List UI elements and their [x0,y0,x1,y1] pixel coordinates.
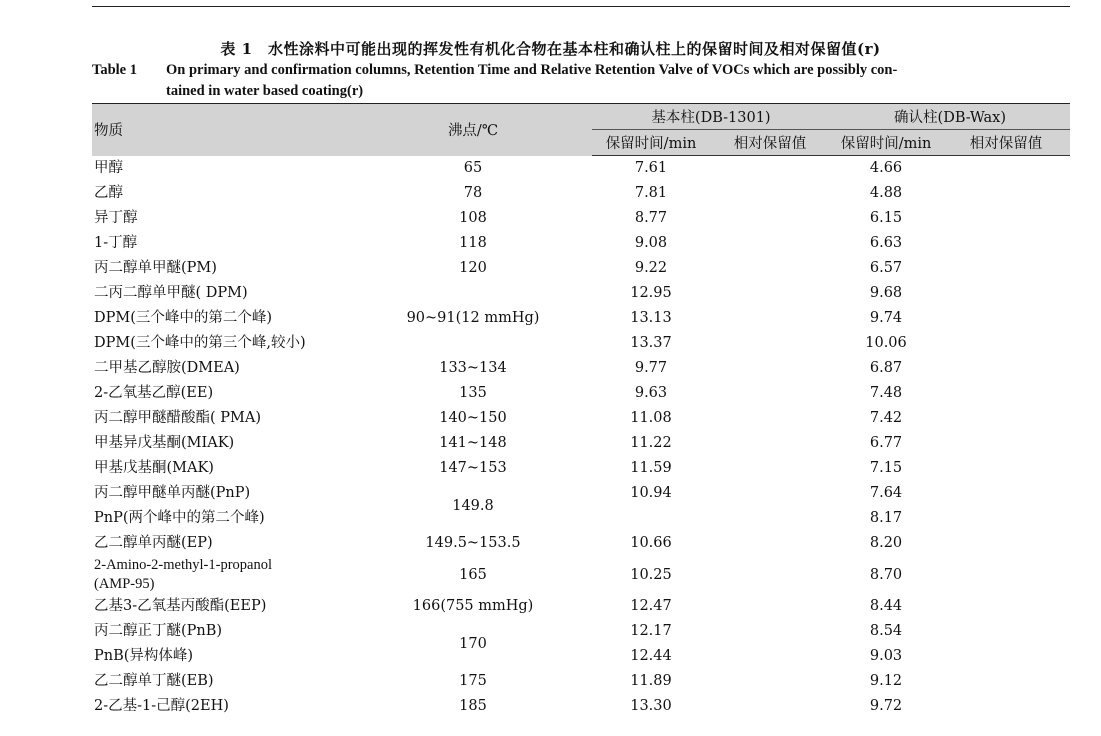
cell-rr-confirm [942,206,1070,231]
cell-rr-primary [710,356,830,381]
table-row [92,594,1070,619]
cell-rr-primary [710,644,830,669]
cell-rr-primary [710,481,830,506]
cell-rt-primary: 10.25 [630,566,672,583]
cell-rt-primary: 11.08 [630,410,672,426]
cell-substance: PnB(异构体峰) [94,648,194,664]
cell-substance: 二甲基乙醇胺(DMEA) [94,360,240,376]
cell-boiling-point: 90~91(12 mmHg) [406,310,540,326]
cell-boiling-point: 165 [459,566,487,583]
cell-rr-confirm [942,406,1070,431]
cell-rr-confirm [942,381,1070,406]
cell-rt-confirm: 6.15 [869,210,903,226]
table-row [92,619,1070,644]
cell-rr-primary [710,594,830,619]
cell-rt-confirm: 7.42 [869,410,903,426]
cell-substance: 乙醇 [94,185,123,201]
cell-boiling-point: 120 [459,260,487,276]
cell-rt-confirm: 6.57 [869,260,903,276]
substance-name-line-1: 2-Amino-2-methyl-1-propanol [94,557,272,573]
voc-table [92,103,1070,719]
cell-substance: 乙二醇单丁醚(EB) [94,673,214,689]
cell-boiling-point: 108 [459,210,487,226]
cell-boiling-point: 140~150 [439,410,507,426]
cell-substance: 丙二醇单甲醚(PM) [94,260,217,276]
cell-rr-primary [710,306,830,331]
cell-substance: 甲醇 [94,159,123,176]
cell-rt-confirm: 9.68 [869,285,903,301]
cell-rr-primary [710,406,830,431]
cell-rt-confirm: 4.88 [869,185,903,201]
table-row [92,694,1070,719]
table-row [92,256,1070,281]
cell-rr-primary [710,156,830,182]
table-row [92,456,1070,481]
cell-substance: PnP(两个峰中的第二个峰) [94,510,265,526]
cell-rr-primary [710,206,830,231]
caption-line-2: tained in water based coating(r) [166,83,364,99]
cell-rt-primary: 9.22 [634,260,668,276]
cell-rt-confirm: 8.17 [869,510,903,526]
cell-rt-primary: 13.30 [630,698,672,714]
cell-rr-primary [710,331,830,356]
table-row [92,406,1070,431]
cell-rr-confirm [942,281,1070,306]
cell-rr-confirm [942,481,1070,506]
cell-rr-confirm [942,156,1070,182]
cell-rt-confirm: 8.44 [869,598,903,614]
cell-rt-primary: 10.94 [630,485,672,501]
cell-rt-primary: 7.81 [634,185,668,201]
cell-rt-primary: 9.63 [634,385,668,401]
cell-rr-confirm [942,431,1070,456]
cell-boiling-point: 149.8 [452,497,494,514]
cell-substance: 甲基异戊基酮(MIAK) [94,435,235,451]
cell-rt-primary: 9.77 [634,360,668,376]
table-row [92,381,1070,406]
header-confirm-column: 确认柱(DB-Wax) [830,104,1070,130]
cell-rt-primary: 12.17 [630,623,672,639]
cell-rr-primary [710,431,830,456]
cell-rt-primary: 11.59 [630,460,672,476]
cell-rt-primary: 9.08 [634,235,668,251]
cell-rr-confirm [942,181,1070,206]
cell-rr-confirm [942,231,1070,256]
cell-rt-primary: 12.44 [630,648,672,664]
header-boiling-point: 沸点/℃ [354,104,592,156]
cell-rr-primary [710,531,830,556]
table-row [92,181,1070,206]
header-retention-time-1: 保留时间/min [592,130,710,156]
cell-boiling-point: 135 [459,385,487,401]
header-relative-value-2: 相对保留值 [942,130,1070,156]
cell-rr-primary [710,619,830,644]
cell-rt-primary: 12.47 [630,598,672,614]
cell-rt-confirm: 6.77 [869,435,903,451]
cell-rt-primary: 11.22 [630,435,672,451]
cell-rt-confirm: 7.64 [869,485,903,501]
cell-boiling-point [354,281,592,306]
cell-rt-primary: 12.95 [630,285,672,301]
table-row [92,431,1070,456]
cell-rr-confirm [942,306,1070,331]
cell-boiling-point: 185 [459,698,487,714]
cell-rt-confirm: 8.70 [869,566,903,583]
table-row [92,531,1070,556]
cell-boiling-point: 147~153 [439,460,507,476]
cell-rr-confirm [942,331,1070,356]
cell-rt-confirm: 6.63 [869,235,903,251]
cell-rr-confirm [942,594,1070,619]
table-row [92,331,1070,356]
cell-rt-confirm: 6.87 [869,360,903,376]
cell-boiling-point: 65 [463,159,483,176]
cell-rt-confirm: 7.15 [869,460,903,476]
header-substance: 物质 [92,104,354,156]
cell-boiling-point: 141~148 [439,435,507,451]
cell-substance: 1-丁醇 [94,235,138,251]
cell-substance: 2-乙氧基乙醇(EE) [94,385,214,401]
cell-boiling-point: 175 [459,673,487,689]
caption-line-1: On primary and confirmation columns, Retention Time and Relative Retention Valve of VOCs which are possibly con- [166,62,898,78]
cell-rr-confirm [942,619,1070,644]
cell-substance: DPM(三个峰中的第三个峰,较小) [94,335,306,351]
caption-english [92,60,1072,102]
cell-substance: 乙基3-乙氧基丙酸酯(EEP) [94,598,267,614]
cell-rr-confirm [942,556,1070,594]
cell-rt-confirm: 9.03 [869,648,903,664]
table-row [92,306,1070,331]
header-primary-column: 基本柱(DB-1301) [592,104,830,130]
cell-substance: 丙二醇甲醚醋酸酯( PMA) [94,410,261,426]
cell-rr-primary [710,506,830,531]
cell-rr-confirm [942,694,1070,719]
cell-rt-confirm: 10.06 [865,335,907,351]
cell-rt-confirm: 8.54 [869,623,903,639]
cell-rt-primary: 10.66 [630,535,672,551]
cell-substance: DPM(三个峰中的第二个峰) [94,310,273,326]
cell-rt-confirm: 9.12 [869,673,903,689]
cell-substance: 丙二醇正丁醚(PnB) [94,623,223,639]
cell-substance: 二丙二醇单甲醚( DPM) [94,285,248,301]
cell-rt-confirm: 8.20 [869,535,903,551]
cell-rr-primary [710,381,830,406]
cell-rr-primary [710,669,830,694]
cell-substance: 甲基戊基酮(MAK) [94,460,214,476]
cell-rr-primary [710,456,830,481]
cell-rt-primary: 8.77 [634,210,668,226]
substance-name-line-2: (AMP-95) [94,576,155,592]
cell-rt-confirm: 9.72 [869,698,903,714]
cell-boiling-point: 118 [459,235,487,251]
cell-boiling-point: 78 [463,185,483,201]
cell-boiling-point: 166(755 mmHg) [412,598,534,614]
cell-rr-confirm [942,456,1070,481]
cell-rt-primary: 13.13 [630,310,672,326]
cell-rr-confirm [942,506,1070,531]
cell-boiling-point: 133~134 [439,360,507,376]
cell-rr-primary [710,231,830,256]
cell-substance: 乙二醇单丙醚(EP) [94,535,213,551]
table-row [92,281,1070,306]
cell-rr-primary [710,556,830,594]
table-row [92,206,1070,231]
top-rule [92,6,1070,7]
table-row [92,356,1070,381]
caption-label: Table 1 [92,62,137,78]
cell-rr-primary [710,181,830,206]
cell-substance: 丙二醇甲醚单丙醚(PnP) [94,485,251,501]
cell-rr-confirm [942,356,1070,381]
cell-rr-primary [710,281,830,306]
cell-boiling-point [354,331,592,356]
header-retention-time-2: 保留时间/min [830,130,942,156]
table-row [92,156,1070,182]
caption-chinese: 表 1 水性涂料中可能出现的挥发性有机化合物在基本柱和确认柱上的保留时间及相对保留值(r) [220,40,881,58]
cell-boiling-point: 170 [459,635,487,652]
header-relative-value-1: 相对保留值 [710,130,830,156]
table-row [92,481,1070,506]
cell-rr-confirm [942,256,1070,281]
table-row [92,669,1070,694]
cell-substance: 2-乙基-1-己醇(2EH) [94,698,229,714]
cell-rr-confirm [942,531,1070,556]
cell-rt-confirm: 7.48 [869,385,903,401]
cell-rt-primary [592,506,710,531]
cell-substance: 异丁醇 [94,210,138,226]
cell-substance [92,556,354,594]
cell-rt-primary: 7.61 [634,160,668,176]
cell-rt-confirm: 4.66 [869,160,903,176]
cell-boiling-point: 149.5~153.5 [425,535,521,551]
cell-rr-confirm [942,644,1070,669]
cell-rr-primary [710,694,830,719]
cell-rr-primary [710,256,830,281]
table-row [92,231,1070,256]
cell-rt-primary: 13.37 [630,335,672,351]
table-row [92,556,1070,594]
cell-rt-confirm: 9.74 [869,310,903,326]
cell-rr-confirm [942,669,1070,694]
cell-rt-primary: 11.89 [630,673,672,689]
